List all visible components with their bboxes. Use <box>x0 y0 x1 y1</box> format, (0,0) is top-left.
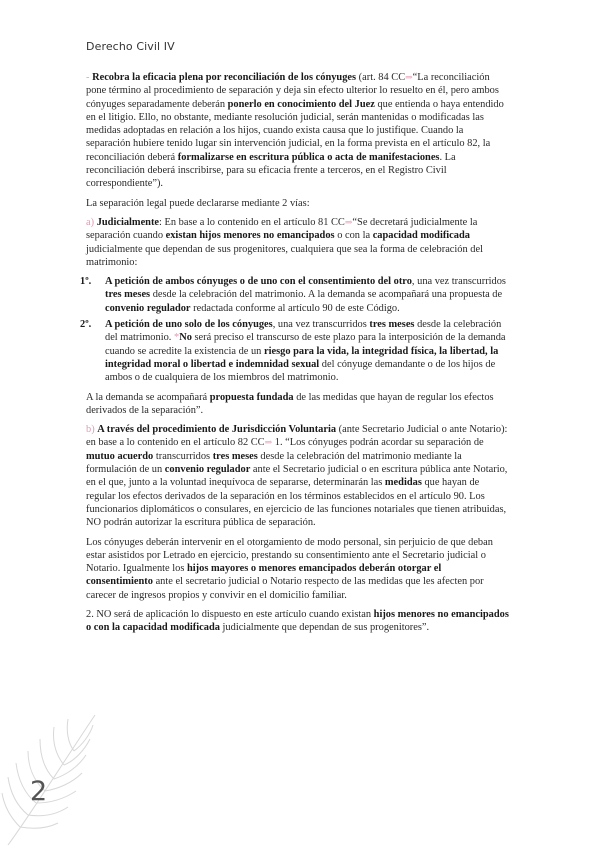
paragraph-judicial <box>86 216 510 269</box>
text: desde la celebración del matrimonio. <box>105 319 502 344</box>
list-letter-a: a) <box>86 216 95 228</box>
arrow-icon: ⇒ <box>264 437 273 448</box>
arrow-icon: ⇒ <box>344 216 353 227</box>
bold-text: propuesta fundada <box>209 391 294 403</box>
text: desde la celebración del matrimonio mediante la formulación de un <box>86 450 462 476</box>
text: (art. 84 CC <box>356 72 406 83</box>
text: redactada conforme al artículo 90 de este Código. <box>190 302 400 314</box>
text: “Se decretará judicialmente la separación cuando <box>86 216 478 242</box>
text: transcurridos <box>153 450 213 462</box>
text: que entienda o haya entendido en el litigio. Ello, no obstante, mediante resolución judicial, serán mantenidas o modificadas las medidas adoptadas en relación a los hijos, cuando exista causa que lo justifique. Cuando la separación hubiere tenido lugar sin intervención judicial, en la forma prevista en el artículo 82, la reconciliación deberá <box>86 98 504 163</box>
bold-text: convenio regulador <box>105 302 191 314</box>
bold-text: capacidad modificada <box>372 230 470 242</box>
text: : En base a lo contenido en el artículo 81 CC <box>159 216 345 228</box>
text: . La reconciliación deberá inscribirse, para su eficacia frente a terceros, en el Registro Civil correspondiente”). <box>86 151 456 190</box>
list-letter-b: b) <box>86 424 95 436</box>
dash-marker: - <box>86 72 90 83</box>
text: de las medidas que hayan de regular los efectos derivados de la separación”. <box>86 391 494 416</box>
paragraph-conyuges <box>86 536 510 602</box>
text: del cónyuge demandante o de los hijos de ambos o de cualquiera de los miembros del matrimonio. <box>105 358 496 384</box>
text: 1. “Los cónyuges podrán acordar su separación de <box>272 437 484 449</box>
feather-icon <box>0 705 110 848</box>
text: que hayan de regular los efectos derivados de la separación en los términos establecidos en el artículo 90. Los funcionarios diplomáticos o consulares, en ejercicio de las funciones notariales que tienen atribuidas, NO podrán autorizar la escritura pública de separación. <box>86 477 507 529</box>
text: judicialmente que dependan de sus progenitores”. <box>219 622 430 634</box>
text: , una vez transcurridos <box>272 319 370 331</box>
bold-text: No <box>179 332 192 344</box>
document-body <box>80 71 510 641</box>
paragraph-reconciliation <box>86 71 510 191</box>
bold-text: Judicialmente <box>96 216 160 228</box>
bold-text: formalizarse en escritura pública o acta de manifestaciones <box>177 151 440 163</box>
bold-text: existan hijos menores no emancipados <box>165 230 335 242</box>
bold-text: ponerlo en conocimiento del Juez <box>227 98 375 110</box>
text: judicialmente que dependan de sus progenitores, cualquiera que sea la forma de celebración del matrimonio: <box>86 243 483 268</box>
bold-text: A petición de ambos cónyuges o de uno con el consentimiento del otro <box>105 276 412 288</box>
text: será preciso el transcurso de este plazo para la interposición de la demanda cuando se acredite la existencia de un <box>105 332 506 357</box>
bold-text: hijos menores no emancipados o con la capacidad modificada <box>86 608 509 634</box>
text: Los cónyuges deberán intervenir en el otorgamiento de modo personal, sin perjuicio de que deban estar asistidos por Letrado en ejercicio, prestando su consentimiento ante el Secretario judicial o Notario. Igualmente los <box>86 536 493 575</box>
text: o con la <box>334 230 373 242</box>
bold-text: riesgo para la vida, la integridad física, la libertad, la integridad moral o libertad e indemnidad sexual <box>105 345 499 370</box>
text: desde la celebración del matrimonio. A la demanda se acompañará una propuesta de <box>150 289 503 301</box>
bold-text: A través del procedimiento de Jurisdicción Voluntaria <box>97 424 337 436</box>
list-item-2 <box>80 318 510 384</box>
star-marker: * <box>173 332 180 344</box>
text: “La reconciliación pone término al procedimiento de separación y deja sin efecto ulterior lo resuelto en él, pero ambos cónyuges separadamente deberán <box>86 72 499 110</box>
bold-text: mutuo acuerdo <box>86 450 154 462</box>
text: ante el secretario judicial o Notario respecto de las medidas que les afecten por carecer de ingresos propios y convivir en el domicilio familiar. <box>86 576 484 601</box>
paragraph-vias: La separación legal puede declararse mediante 2 vías: <box>86 197 310 209</box>
bold-text: A petición de uno solo de los cónyuges <box>105 319 273 331</box>
list-number: 1º. <box>80 276 92 288</box>
page-number: 2 <box>30 776 48 807</box>
list-item-1 <box>80 275 510 315</box>
paragraph-jurisdiccion-voluntaria <box>86 423 510 529</box>
paragraph-no-aplicacion <box>86 608 510 635</box>
bold-text: tres meses <box>212 450 258 462</box>
document-header: Derecho Civil IV <box>86 40 175 53</box>
text: ante el Secretario judicial o en escritura pública ante Notario, en el que, junto a la voluntad inequívoca de separarse, determinarán las <box>86 464 508 489</box>
bold-text: tres meses <box>105 289 151 301</box>
bold-text: tres meses <box>369 319 415 331</box>
bold-text: Recobra la eficacia plena por reconciliación de los cónyuges <box>92 72 357 83</box>
bold-text: hijos mayores o menores emancipados deberán otorgar el consentimiento <box>86 563 442 588</box>
bold-text: convenio regulador <box>164 464 251 476</box>
text: (ante Secretario Judicial o ante Notario): en base a lo contenido en el artículo 82 CC <box>86 424 508 449</box>
text: 2. NO será de aplicación lo dispuesto en este artículo cuando existan <box>86 608 374 620</box>
paragraph-demanda <box>86 391 510 418</box>
arrow-icon: ⇒ <box>405 72 413 82</box>
bold-text: medidas <box>384 477 422 489</box>
list-number: 2º. <box>80 319 92 331</box>
text: A la demanda se acompañará <box>86 391 210 403</box>
text: , una vez transcurridos <box>411 276 506 288</box>
